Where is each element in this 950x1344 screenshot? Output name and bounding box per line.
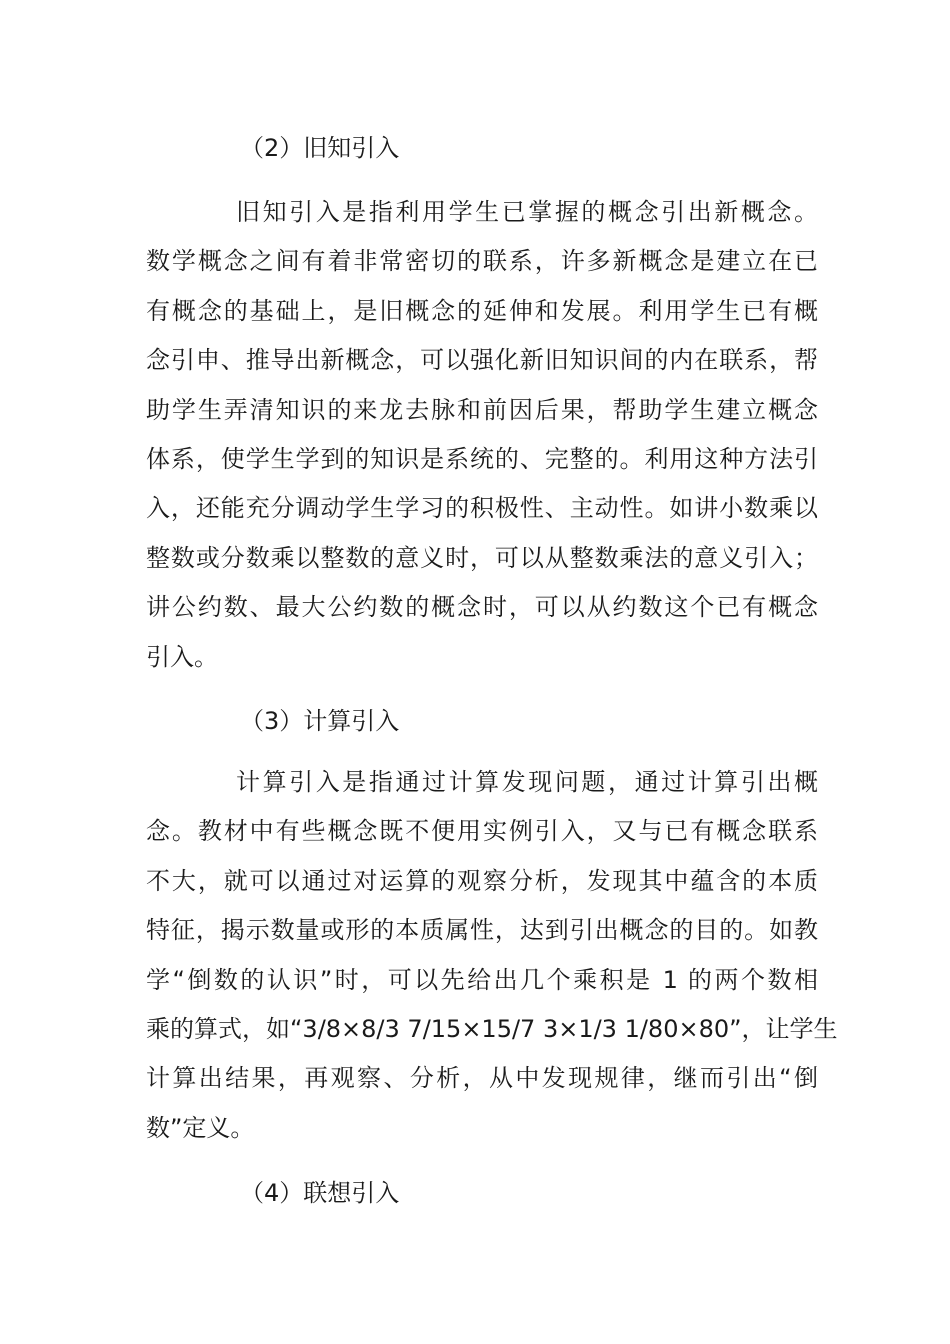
section-body-2 <box>146 188 818 682</box>
text-line: 不大，就可以通过对运算的观察分析，发现其中蕴含的本质 <box>146 866 818 895</box>
section-heading-2: （2）旧知引入 <box>240 134 400 162</box>
text-line: 体系，使学生学到的知识是系统的、完整的。利用这种方法引 <box>146 444 818 473</box>
text-line: 引入。 <box>146 642 218 671</box>
section-heading-4: （4）联想引入 <box>240 1179 400 1207</box>
text-line: 旧知引入是指利用学生已掌握的概念引出新概念。 <box>236 198 818 226</box>
text-line: 特征，揭示数量或形的本质属性，达到引出概念的目的。如教 <box>146 916 818 945</box>
text-line: 乘的算式，如“3/8×8/3 7/15×15/7 3×1/3 1/80×80”，让学生 <box>146 1014 838 1043</box>
text-line: 整数或分数乘以整数的意义时，可以从整数乘法的意义引入； <box>146 543 818 572</box>
text-line: 学“倒数的认识”时，可以先给出几个乘积是 1 的两个数相 <box>146 965 818 994</box>
text-line: 计算出结果，再观察、分析，从中发现规律，继而引出“倒 <box>146 1064 818 1093</box>
section-body-3 <box>146 758 838 1153</box>
text-line: 念。教材中有些概念既不便用实例引入，又与已有概念联系 <box>146 817 818 846</box>
text-line: 数”定义。 <box>146 1113 255 1142</box>
text-line: 助学生弄清知识的来龙去脉和前因后果，帮助学生建立概念 <box>146 395 818 424</box>
text-line: 计算引入是指通过计算发现问题，通过计算引出概 <box>236 768 818 796</box>
text-line: 有概念的基础上，是旧概念的延伸和发展。利用学生已有概 <box>146 296 818 325</box>
text-line: 入，还能充分调动学生学习的积极性、主动性。如讲小数乘以 <box>146 494 818 523</box>
text-line: 讲公约数、最大公约数的概念时，可以从约数这个已有概念 <box>146 593 818 622</box>
section-heading-3: （3）计算引入 <box>240 707 400 735</box>
text-line: 数学概念之间有着非常密切的联系，许多新概念是建立在已 <box>146 247 818 276</box>
text-line: 念引申、推导出新概念，可以强化新旧知识间的内在联系，帮 <box>146 346 818 375</box>
